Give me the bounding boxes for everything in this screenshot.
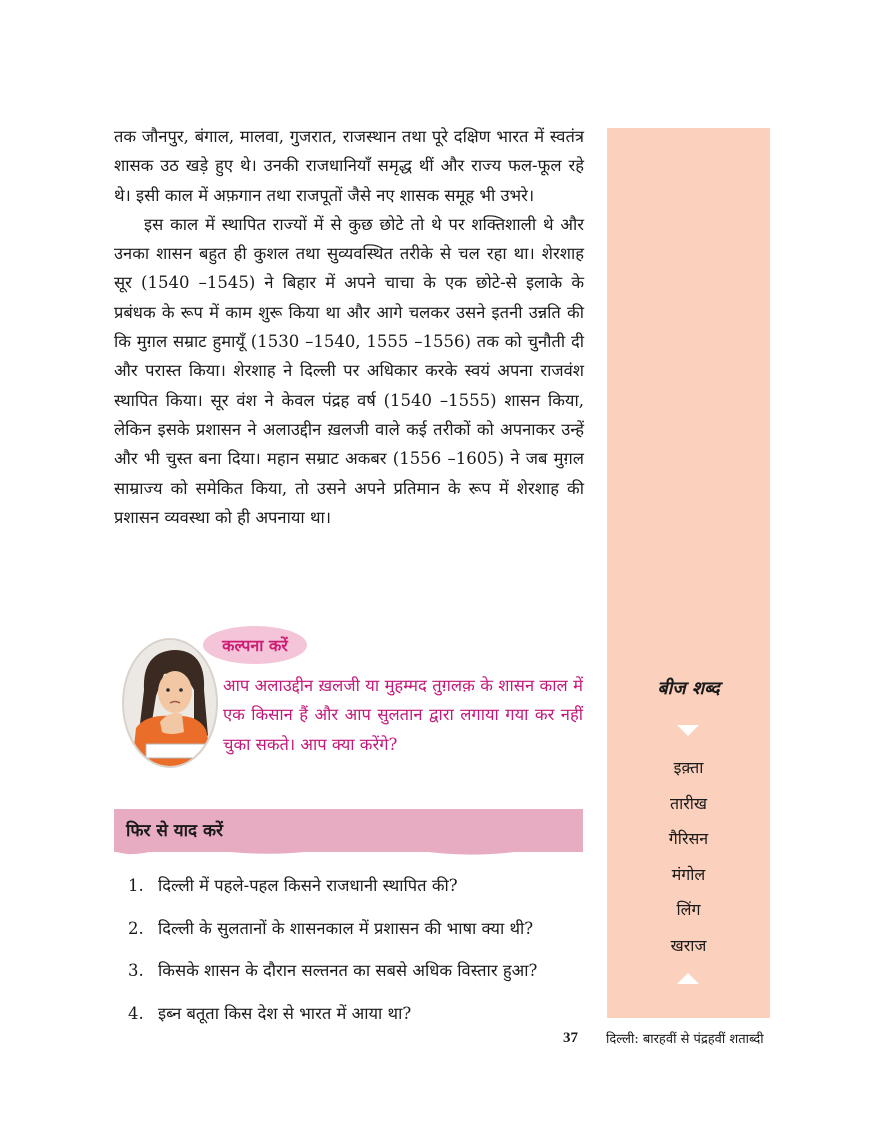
question-number: 4. (128, 1003, 144, 1023)
recall-title: फिर से याद करें (126, 821, 224, 841)
paragraph-2: इस काल में स्थापित राज्यों में से कुछ छोटे तो थे पर शक्तिशाली थे और उनका शासन बहुत ही कुशल तथा सुव्यवस्थित तरीके से चल रहा था। शेरशाह सूर (1540 –1545) ने बिहार में अपने चाचा के एक छोटे-से इलाके के प्रबंधक के रूप में काम शुरू किया था और आगे चलकर उसने इतनी उन्नति की कि मुग़ल सम्राट हुमायूँ (1530 –1540, 1555 –1556) तक को चुनौती दी और परास्त किया। शेरशाह ने दिल्ली पर अधिकार करके स्वयं अपना राजवंश स्थापित किया। सूर वंश ने केवल पंद्रह वर्ष (1540 –1555) शासन किया, लेकिन इसके प्रशासन ने अलाउद्दीन ख़लजी वाले कई तरीकों को अपनाकर उन्हें और भी चुस्त बना दिया। महान सम्राट अकबर (1556 –1605) ने जब मुग़ल साम्राज्य को समेकित किया, तो उसने अपने प्रतिमान के रूप में शेरशाह की प्रशासन व्यवस्था को ही अपनाया था। (114, 214, 584, 527)
main-body-text (114, 122, 584, 532)
question-text: इब्न बतूता किस देश से भारत में आया था? (158, 1003, 412, 1023)
triangle-down-icon (677, 725, 699, 736)
question-item (128, 953, 588, 996)
keyword-item: तारीख (669, 793, 708, 813)
question-number: 3. (128, 961, 144, 980)
question-text: दिल्ली में पहले-पहल किसने राजधानी स्थापित की? (158, 876, 458, 895)
running-footer: दिल्ली: बारहवीं से पंद्रहवीं शताब्दी (606, 1032, 764, 1047)
imagine-label: कल्पना करें (203, 626, 307, 664)
question-text: किसके शासन के दौरान सल्तनत का सबसे अधिक विस्तार हुआ? (158, 961, 538, 980)
question-item (128, 911, 588, 954)
girl-thinking-illustration (122, 638, 218, 768)
question-item (128, 996, 588, 1039)
keyword-item: लिंग (676, 900, 701, 919)
keyword-item: गैरिसन (668, 829, 709, 848)
keywords-list (607, 750, 770, 963)
keyword-item: खराज (670, 935, 707, 955)
keywords-sidebar (607, 128, 770, 1018)
keyword-item: मंगोल (671, 864, 706, 884)
question-item (128, 868, 588, 911)
page-number: 37 (563, 1030, 578, 1046)
question-number: 1. (128, 876, 144, 895)
review-questions (128, 868, 588, 1038)
keyword-item: इक़्ता (673, 758, 704, 777)
question-number: 2. (128, 918, 144, 938)
imagine-prompt: आप अलाउद्दीन ख़लजी या मुहम्मद तुग़लक़ के शासन काल में एक किसान हैं और आप सुलतान द्वारा लगाया गया कर नहीं चुका सकते। आप क्या करेंगे? (223, 676, 583, 754)
recall-band-edge (114, 844, 583, 858)
paragraph-1: तक जौनपुर, बंगाल, मालवा, गुजरात, राजस्थान तथा पूरे दक्षिण भारत में स्वतंत्र शासक उठ खड़े हुए थे। उनकी राजधानियाँ समृद्ध थीं और राज्य फल-फूल रहे थे। इसी काल में अफ़गान तथा राजपूतों जैसे नए शासक समूह भी उभरे। (114, 127, 584, 205)
triangle-up-icon (677, 973, 699, 984)
keywords-title: बीज शब्द (657, 678, 720, 699)
girl-thinking-icon (124, 640, 216, 766)
question-text: दिल्ली के सुलतानों के शासनकाल में प्रशासन की भाषा क्या थी? (158, 918, 534, 938)
